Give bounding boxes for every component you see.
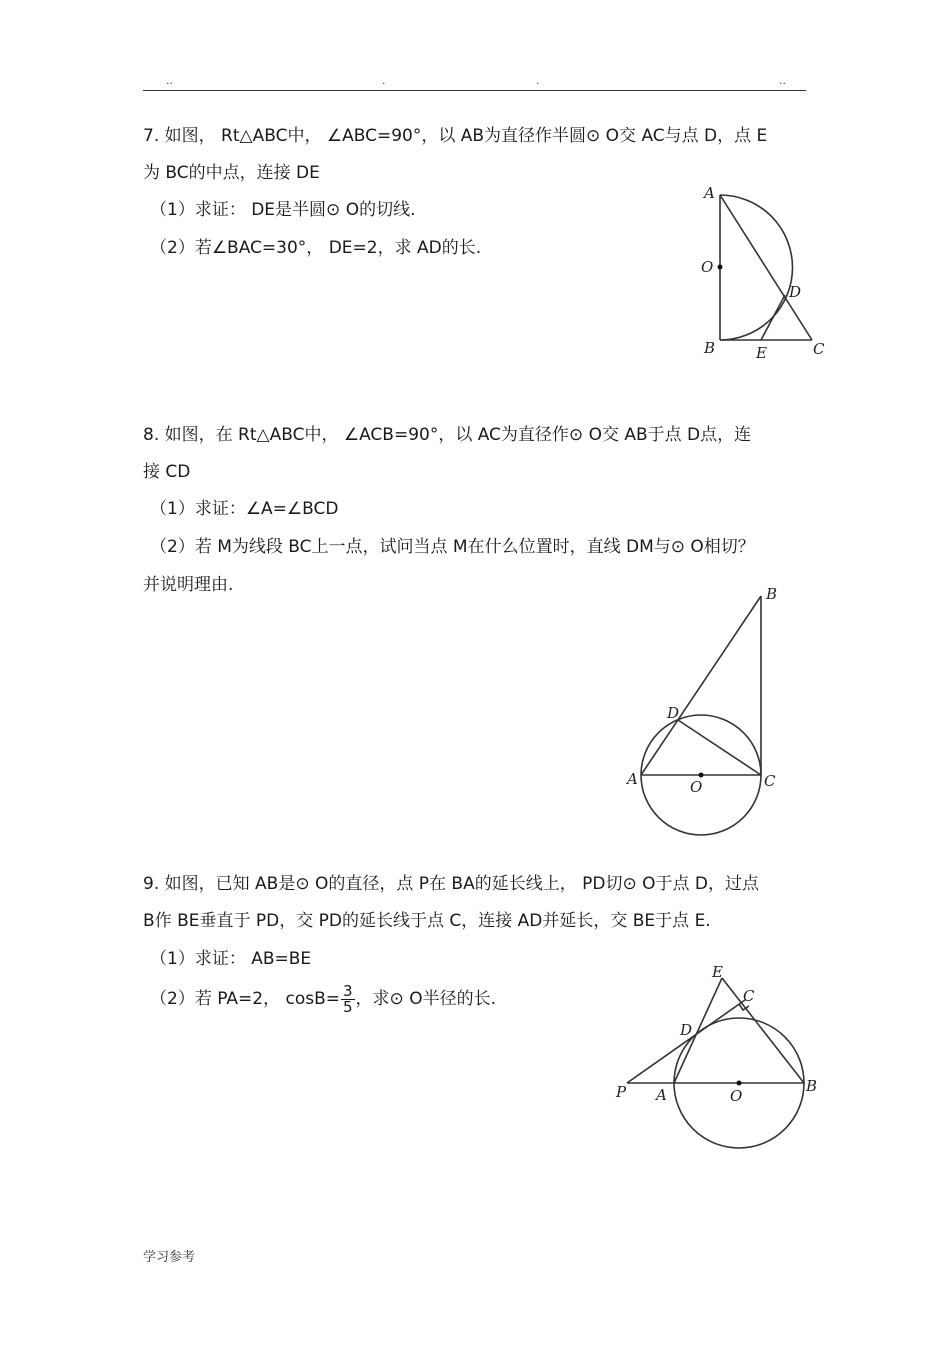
q8-label-o: O xyxy=(690,778,703,796)
q9-part2-prefix: （2）若 PA=2， cosB= xyxy=(150,989,340,1009)
q7-segment-de xyxy=(761,295,785,340)
q7-label-d: D xyxy=(789,283,802,301)
q7-label-a: A xyxy=(704,184,715,202)
q9-label-p: P xyxy=(616,1083,627,1101)
q9-center-point xyxy=(737,1081,742,1086)
q8-stem-line2: 接 CD xyxy=(143,462,191,482)
q9-segment-pc xyxy=(627,1000,745,1083)
q8-segment-cd xyxy=(678,720,761,775)
q9-label-o: O xyxy=(730,1087,743,1105)
q7-label-b: B xyxy=(704,339,716,357)
q9-fraction-numerator: 3 xyxy=(343,981,353,1000)
q7-semicircle xyxy=(720,195,793,340)
q7-stem-line2: 为 BC的中点，连接 DE xyxy=(143,163,320,183)
q9-figure xyxy=(605,960,830,1160)
q9-label-d: D xyxy=(680,1021,693,1039)
header-rule xyxy=(143,90,806,91)
q7-label-o: O xyxy=(701,258,714,276)
q9-stem-line1: 9. 如图，已知 AB是⊙ O的直径，点 P在 BA的延长线上， PD切⊙ O于点 D，过点 xyxy=(143,874,759,894)
q8-label-d: D xyxy=(667,704,680,722)
q9-fraction xyxy=(341,981,355,1016)
q8-stem-line1: 8. 如图，在 Rt△ABC中， ∠ACB=90°，以 AC为直径作⊙ O交 AB于点 D点，连 xyxy=(143,425,752,445)
q7-label-e: E xyxy=(756,344,767,362)
q9-fraction-denominator: 5 xyxy=(343,997,353,1016)
q9-stem-line2: B作 BE垂直于 PD，交 PD的延长线于点 C，连接 AD并延长，交 BE于点 E. xyxy=(143,911,711,931)
q7-figure xyxy=(690,180,840,365)
q7-label-c: C xyxy=(813,340,825,358)
header-mark: . xyxy=(536,74,540,87)
q8-segment-ab xyxy=(641,596,761,775)
q9-label-b: B xyxy=(806,1077,818,1095)
q7-segment-ac xyxy=(720,195,812,340)
q8-label-b: B xyxy=(766,585,778,603)
q7-stem-line1: 7. 如图， Rt△ABC中， ∠ABC=90°，以 AB为直径作半圆⊙ O交 AC与点 D，点 E xyxy=(143,126,768,146)
q8-label-a: A xyxy=(627,770,638,788)
header-mark: .. xyxy=(166,74,173,87)
q8-part2-line1: （2）若 M为线段 BC上一点，试问当点 M在什么位置时，直线 DM与⊙ O相切？ xyxy=(150,537,755,557)
header-mark: . xyxy=(382,74,386,87)
q8-part2-line2: 并说明理由. xyxy=(143,575,234,595)
q8-center-point xyxy=(699,773,704,778)
q9-part2 xyxy=(150,982,496,1016)
q9-part1: （1）求证： AB=BE xyxy=(150,949,312,969)
page-footer: 学习参考 xyxy=(143,1250,196,1265)
q9-segment-be xyxy=(722,978,804,1083)
q9-label-e: E xyxy=(712,963,723,981)
q7-part1: （1）求证： DE是半圆⊙ O的切线. xyxy=(150,200,416,220)
header-mark: .. xyxy=(779,74,786,87)
q9-part2-suffix: ，求⊙ O半径的长. xyxy=(355,989,496,1009)
q9-label-c: C xyxy=(743,987,755,1005)
q9-label-a: A xyxy=(656,1086,667,1104)
q8-label-c: C xyxy=(764,772,776,790)
q7-center-point xyxy=(718,265,723,270)
q7-part2: （2）若∠BAC=30°， DE=2，求 AD的长. xyxy=(150,238,482,258)
q8-figure xyxy=(620,580,790,845)
q8-part1: （1）求证：∠A=∠BCD xyxy=(150,499,339,519)
